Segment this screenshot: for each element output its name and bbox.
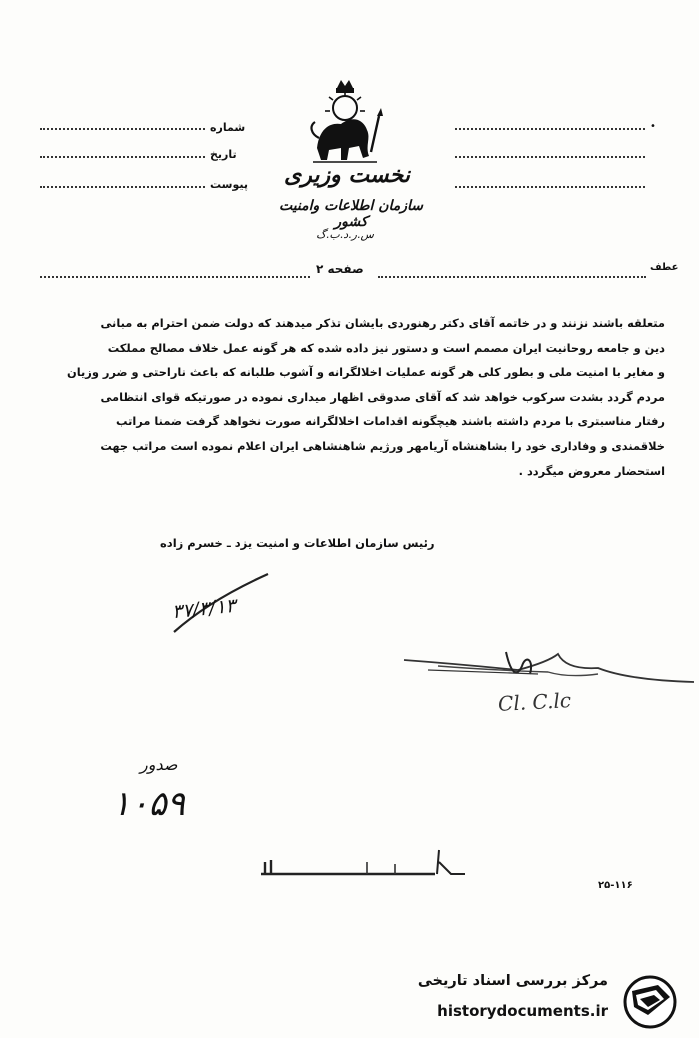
attachment-label: پیوست	[210, 178, 248, 191]
body-line: مردم گردد بشدت سرکوب خواهد شد که آقای صدوقی اظهار میداری نموده در صورتیکه قوای انتظامی	[100, 389, 665, 404]
stamp-scribble-icon	[255, 842, 485, 882]
right-line-2	[455, 156, 645, 158]
lion-and-sun-emblem-icon	[305, 78, 385, 168]
classification-code: س.ر.د.ب.گ	[316, 228, 374, 241]
page-line-left	[40, 276, 310, 278]
page-number-label: صفحه ۲	[316, 262, 364, 276]
center-name: مرکز بررسی اسناد تاریخی	[417, 973, 608, 989]
attachment-line	[40, 186, 205, 188]
outgoing-number: ۱۰۵۹	[112, 784, 186, 824]
body-line: رفتار مناسبتری با مردم داشته باشند هیچگونه اقدامات اخلالگرانه صورت نخواهد گرفت ضمنا مراتب	[116, 414, 665, 429]
body-line: متعلقه باشند نزنند و در خاتمه آقای دکتر رهنوردی بایشان تذکر میدهند که دولت ضمن احترام به مبانی	[100, 316, 665, 330]
reference-code: ۲۵-۱۱۶	[598, 880, 633, 891]
organization-name: سازمان اطلاعات وامنیت کشور	[278, 198, 424, 230]
page-line-right	[378, 276, 646, 278]
body-line: استحضار معروض میگردد .	[518, 463, 665, 478]
number-line	[40, 128, 205, 130]
body-line: خلاقمندی و وفاداری خود را بشاهنشاه آریامهر ورژیم شاهنشاهی ایران اعلام نموده است مراتب جهت	[100, 438, 665, 453]
date-line	[40, 156, 205, 158]
website-link[interactable]: historydocuments.ir	[437, 1002, 608, 1020]
outgoing-label: صدور	[140, 755, 178, 774]
signatory-title: رئیس سازمان اطلاعات و امنیت یزد ـ خسرم زاده	[160, 536, 435, 550]
signature-note: Cl. C.lc	[497, 688, 572, 716]
letter-body	[40, 311, 665, 483]
body-line: دین و جامعه روحانیت ایران مصمم است و دستور نیز داده شده که هر گونه عمل خلاف مصالح مملکت	[107, 340, 665, 355]
footer-watermark	[416, 973, 688, 1031]
handwritten-date: ۳۷/۳/۱۳	[171, 594, 237, 624]
right-mark: •	[650, 121, 656, 132]
followup-label: عطف	[650, 262, 679, 273]
body-line: و مغایر با امنیت ملی و بطور کلی هر گونه عملیات اخلالگرانه و آشوب طلبانه که باعث ناراحتی و ضرر وزیان	[66, 365, 665, 380]
ministry-name: نخست وزیری	[284, 162, 410, 188]
date-label: تاریخ	[210, 148, 237, 161]
archive-logo-icon	[618, 975, 682, 1029]
right-line-1	[455, 128, 645, 130]
number-label: شماره	[210, 121, 246, 134]
right-line-3	[455, 186, 645, 188]
